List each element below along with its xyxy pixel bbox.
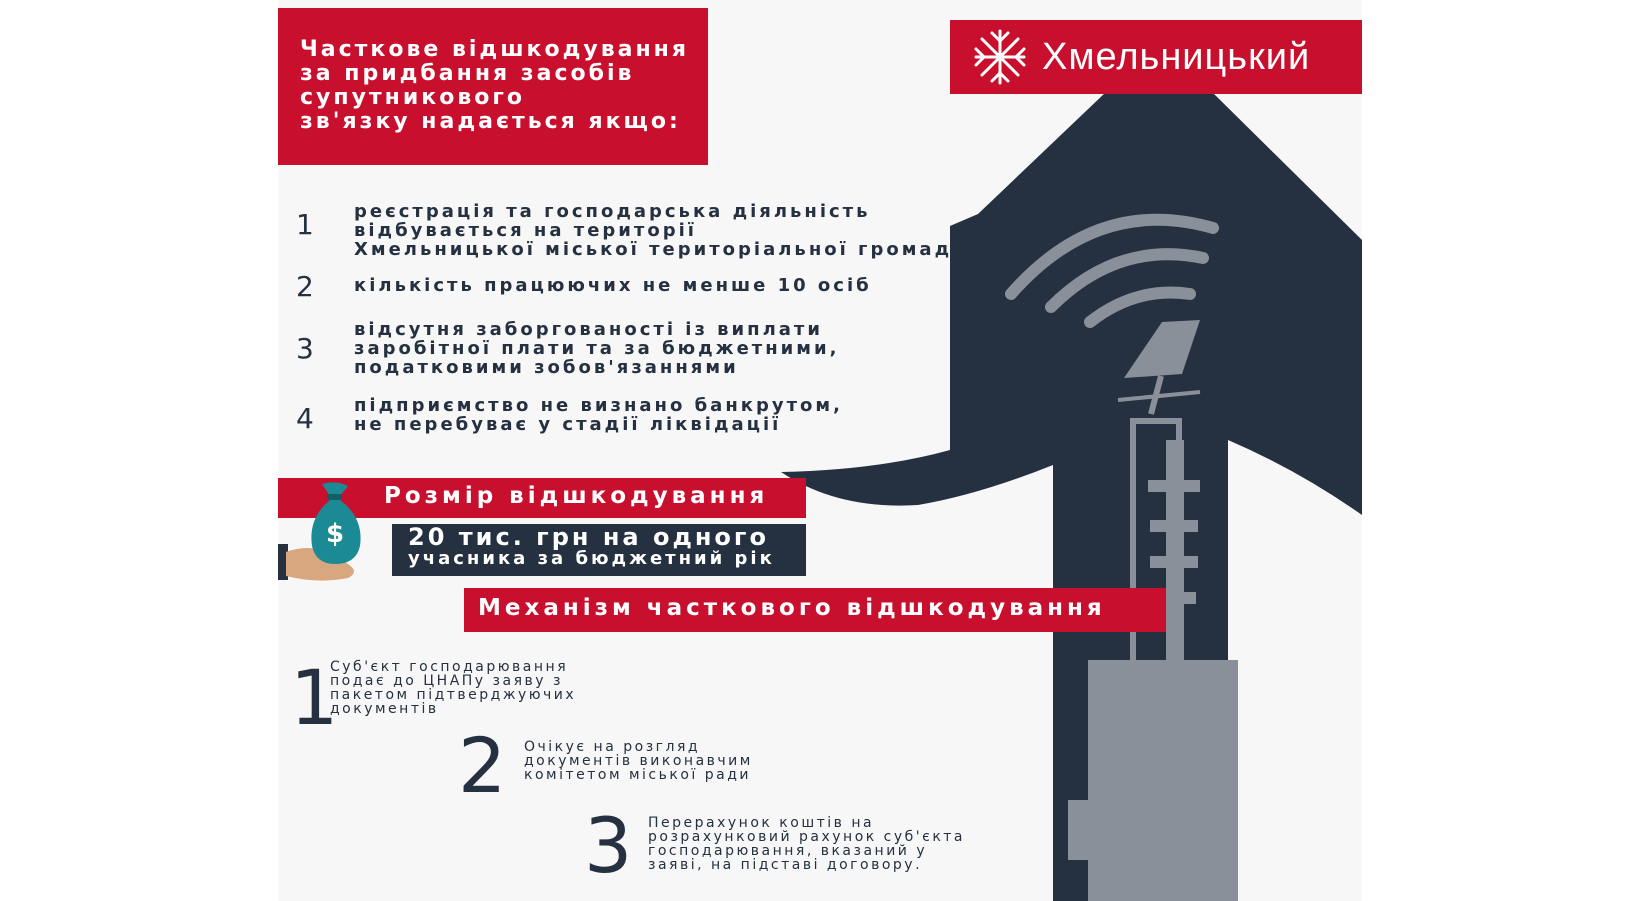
condition-line: відсутня заборгованості із виплати bbox=[354, 319, 823, 340]
step-line: пакетом підтверджуючих bbox=[330, 687, 577, 703]
step-line: подає до ЦНАПу заяву з bbox=[330, 673, 563, 689]
step-number: 1 bbox=[290, 653, 339, 742]
condition-line: податковими зобов'язаннями bbox=[354, 357, 739, 378]
condition-text bbox=[354, 320, 1014, 377]
compensation-value-line: 20 тис. грн на одного bbox=[408, 523, 769, 551]
condition-text bbox=[354, 276, 1014, 295]
money-bag-icon bbox=[278, 478, 378, 588]
title-line: за придбання засобів bbox=[300, 61, 635, 86]
list-item bbox=[296, 202, 976, 262]
condition-line: реєстрація та господарська діяльність bbox=[354, 201, 871, 222]
step-line: розрахунковий рахунок суб'єкта bbox=[648, 829, 966, 845]
list-item bbox=[296, 320, 976, 380]
list-item bbox=[296, 270, 976, 310]
step-line: документів виконавчим bbox=[524, 753, 753, 769]
condition-line: Хмельницької міської територіальної громади bbox=[354, 239, 968, 260]
condition-line: відбувається на території bbox=[354, 220, 697, 241]
title-line: Часткове відшкодування bbox=[300, 37, 690, 62]
step-text bbox=[524, 740, 753, 782]
title-banner bbox=[278, 8, 708, 165]
step-number: 2 bbox=[458, 721, 507, 810]
title-line: зв'язку надається якщо: bbox=[300, 109, 681, 134]
step-line: документів bbox=[330, 701, 439, 717]
title-line: супутникового bbox=[300, 85, 525, 110]
step-line: комітетом міської ради bbox=[524, 767, 751, 783]
condition-number: 2 bbox=[296, 270, 314, 303]
city-logo bbox=[950, 20, 1362, 94]
step-line: Перерахунок коштів на bbox=[648, 815, 875, 831]
dollar-sign: $ bbox=[325, 519, 345, 549]
mechanism-heading-banner bbox=[464, 588, 1166, 632]
condition-text bbox=[354, 396, 1014, 434]
list-item bbox=[296, 396, 976, 440]
compensation-value-box bbox=[392, 524, 806, 576]
step-text bbox=[330, 660, 576, 716]
condition-line: заробітної плати та за бюджетними, bbox=[354, 338, 840, 359]
city-name: Хмельницький bbox=[1042, 35, 1311, 78]
infographic-canvas bbox=[278, 0, 1362, 901]
condition-line: кількість працюючих не менше 10 осіб bbox=[354, 275, 872, 296]
condition-number: 1 bbox=[296, 208, 314, 241]
step-line: господарювання, вказаний у bbox=[648, 843, 928, 859]
step-line: Очікує на розгляд bbox=[524, 739, 701, 755]
condition-line: не перебуває у стадії ліквідації bbox=[354, 414, 782, 435]
step-text bbox=[648, 816, 965, 872]
snowflake-trident-icon bbox=[970, 27, 1030, 87]
step-line: заяві, на підставі договору. bbox=[648, 857, 923, 873]
condition-number: 3 bbox=[296, 332, 314, 365]
step-number: 3 bbox=[584, 801, 633, 890]
mechanism-heading: Механізм часткового відшкодування bbox=[478, 595, 1106, 621]
compensation-value-line: учасника за бюджетний рік bbox=[408, 548, 775, 569]
compensation-heading: Розмір відшкодування bbox=[384, 483, 769, 509]
step-line: Суб'єкт господарювання bbox=[330, 659, 569, 675]
condition-line: підприємство не визнано банкрутом, bbox=[354, 395, 843, 416]
condition-number: 4 bbox=[296, 402, 314, 435]
condition-text bbox=[354, 202, 1014, 259]
